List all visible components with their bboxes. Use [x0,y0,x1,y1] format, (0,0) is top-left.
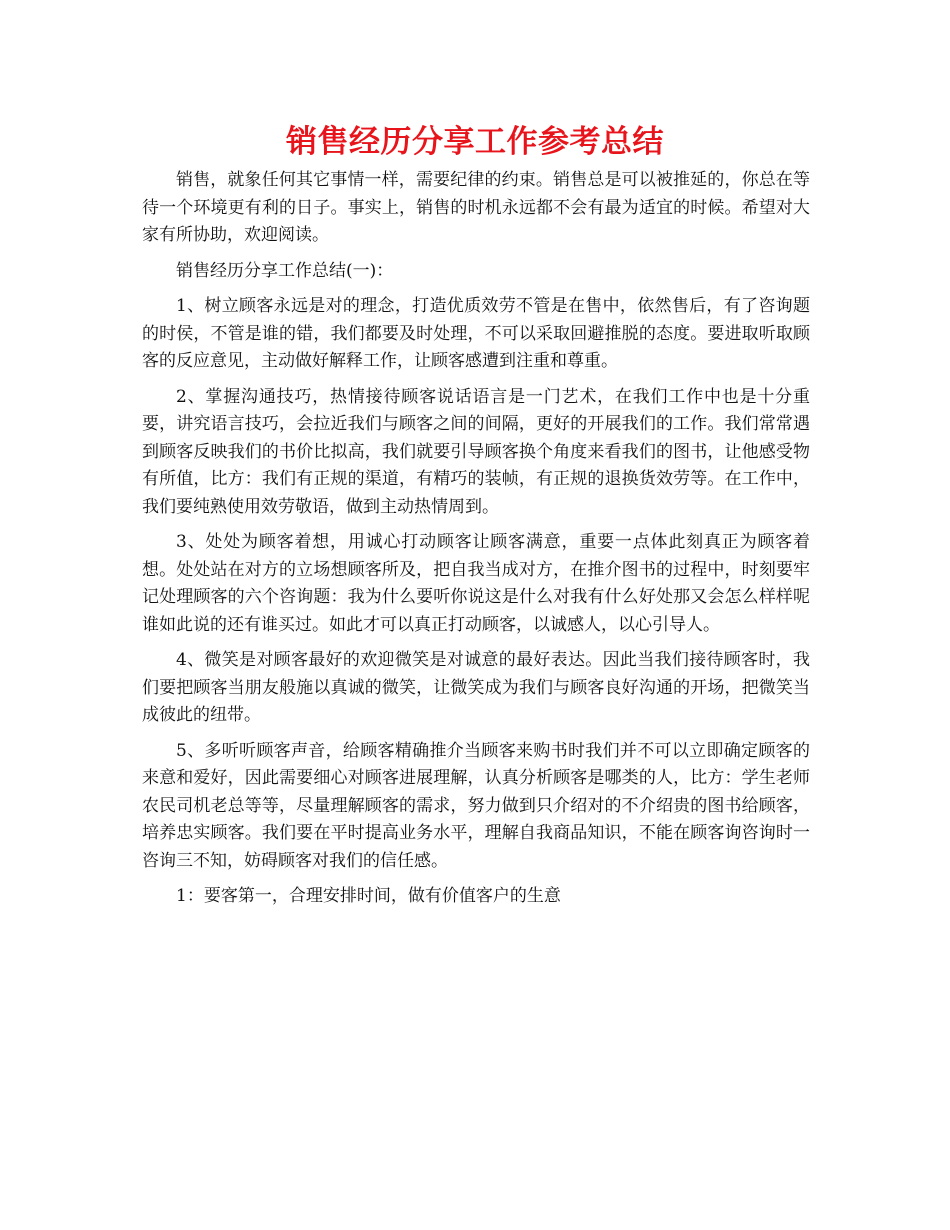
paragraph-intro: 销售，就象任何其它事情一样，需要纪律的约束。销售总是可以被推延的，你总在等待一个环境更有利的日子。事实上，销售的时机永远都不会有最为适宜的时候。希望对大家有所协助，欢迎阅读。 [142,170,810,245]
paragraph-subpoint-1: 1：要客第一，合理安排时间，做有价值客户的生意 [176,886,561,906]
document-title: 销售经历分享工作参考总结 [286,124,664,160]
paragraph-point-1: 1、树立顾客永远是对的理念，打造优质效劳不管是在售中，依然售后，有了咨询题的时侯，不管是谁的错，我们都要及时处理，不可以采取回避推脱的态度。要进取听取顾客的反应意见，主动做好解释工作，让顾客感遭到注重和尊重。 [142,296,810,371]
paragraph-point-5: 5、多听听顾客声音，给顾客精确推介当顾客来购书时我们并不可以立即确定顾客的来意和爱好，因此需要细心对顾客进展理解，认真分析顾客是哪类的人，比方：学生老师农民司机老总等等，尽量理解顾客的需求，努力做到只介绍对的不介绍贵的图书给顾客，培养忠实顾客。我们要在平时提高业务水平，理解自我商品知识，不能在顾客询咨询时一咨询三不知，妨碍顾客对我们的信任感。 [142,740,810,871]
paragraph-point-4: 4、微笑是对顾客最好的欢迎微笑是对诚意的最好表达。因此当我们接待顾客时，我们要把顾客当朋友般施以真诚的微笑，让微笑成为我们与顾客良好沟通的开场，把微笑当成彼此的纽带。 [142,650,810,725]
document-body [142,167,810,919]
paragraph-point-3: 3、处处为顾客着想，用诚心打动顾客让顾客满意，重要一点体此刻真正为顾客着想。处处站在对方的立场想顾客所及，把自我当成对方，在推介图书的过程中，时刻要牢记处理顾客的六个咨询题：我为什么要听你说这是什么对我有什么好处那又会怎么样样呢谁如此说的还有谁买过。如此才可以真正打动顾客，以诚感人，以心引导人。 [142,532,810,635]
section-heading: 销售经历分享工作总结(一)： [176,260,394,281]
paragraph-point-2: 2、掌握沟通技巧，热情接待顾客说话语言是一门艺术，在我们工作中也是十分重要，讲究语言技巧，会拉近我们与顾客之间的间隔，更好的开展我们的工作。我们常常遇到顾客反映我们的书价比拟高，我们就要引导顾客换个角度来看我们的图书，让他感受物有所值，比方：我们有正规的渠道，有精巧的装帧，有正规的退换货效劳等。在工作中，我们要纯熟使用效劳敬语，做到主动热情周到。 [142,386,810,517]
